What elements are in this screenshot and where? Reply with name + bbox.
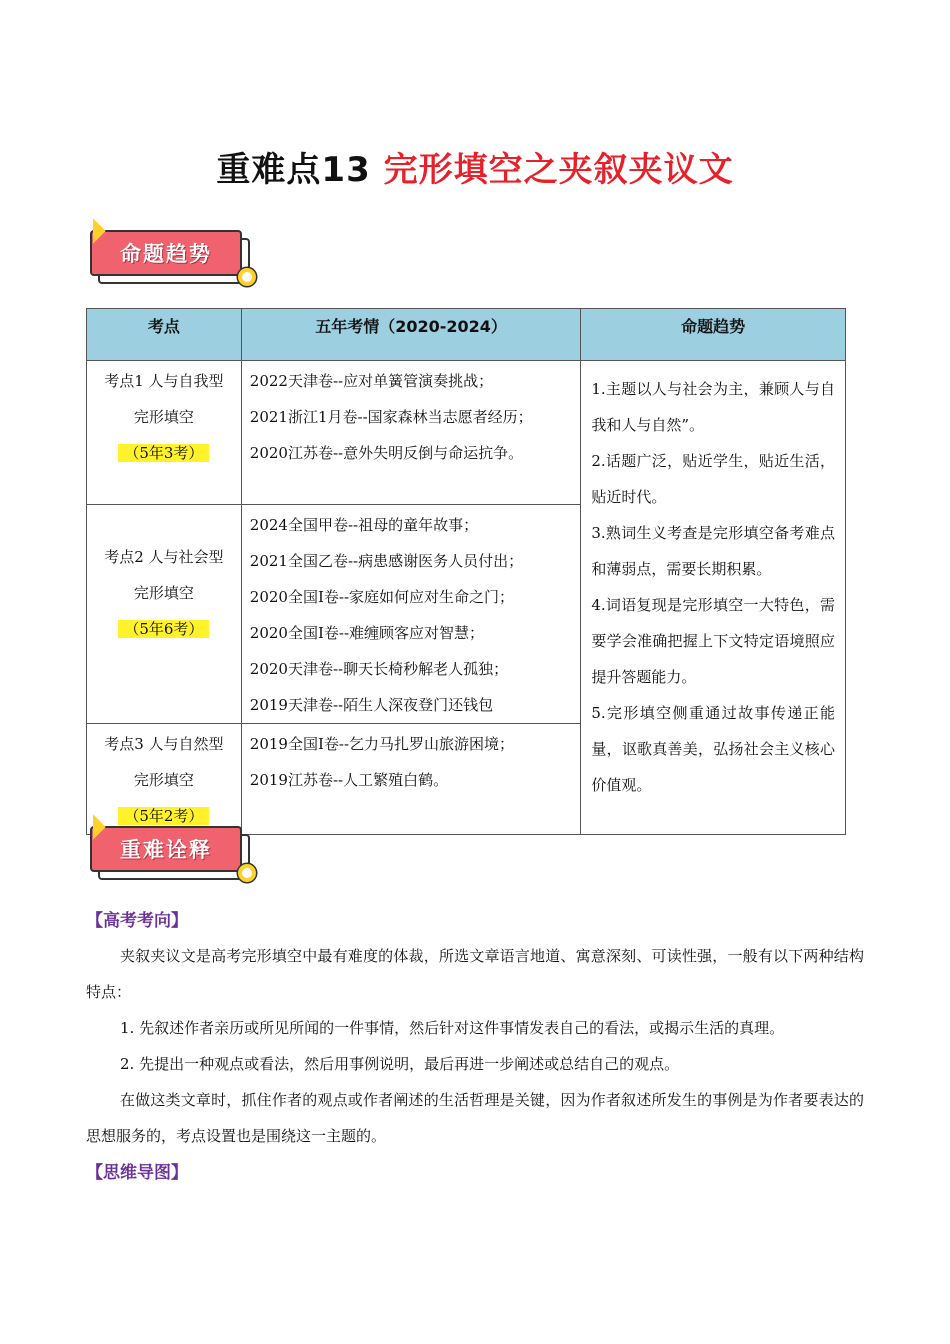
paragraph: 2. 先提出一种观点或看法，然后用事例说明，最后再进一步阐述或总结自己的观点。 xyxy=(120,1055,680,1073)
trend-item: 3.熟词生义考查是完形填空备考难点和薄弱点，需要长期积累。 xyxy=(591,524,835,578)
case-item: 2019江苏卷--人工繁殖白鹤。 xyxy=(249,771,449,789)
case-item: 2019天津卷--陌生人深夜登门还钱包 xyxy=(249,696,494,714)
badge-label: 命题趋势 xyxy=(90,230,242,276)
badge-label: 重难诠释 xyxy=(90,826,242,872)
trend-badge xyxy=(88,228,260,292)
case-item: 2021全国乙卷--病患感谢医务人员付出； xyxy=(249,552,524,570)
table-row xyxy=(87,361,846,505)
cases-cell xyxy=(241,724,581,835)
cases-cell xyxy=(241,505,581,724)
point-type: 完形填空 xyxy=(133,584,194,602)
case-item: 2022天津卷--应对单簧管演奏挑战； xyxy=(249,372,494,390)
cases-cell xyxy=(241,361,581,505)
point-type: 完形填空 xyxy=(133,771,194,789)
title-highlight: 完形填空之夹叙夹议文 xyxy=(383,150,734,190)
paragraph: 在做这类文章时，抓住作者的观点或作者阐述的生活哲理是关键，因为作者叙述所发生的事例是为作者要表达的思想服务的，考点设置也是围绕这一主题的。 xyxy=(86,1091,864,1145)
section-heading: 【高考考向】 xyxy=(86,911,188,931)
case-item: 2019全国I卷--乞力马扎罗山旅游困境； xyxy=(249,735,515,753)
ring-icon xyxy=(238,268,256,286)
point-cell xyxy=(87,505,242,724)
exam-trend-table xyxy=(86,308,846,835)
title-prefix: 重难点13 xyxy=(216,150,371,190)
trend-item: 4.词语复现是完形填空一大特色，需要学会准确把握上下文特定语境照应提升答题能力。 xyxy=(591,596,835,686)
trend-item: 5.完形填空侧重通过故事传递正能量，讴歌真善美，弘扬社会主义核心价值观。 xyxy=(591,704,835,794)
ring-icon xyxy=(238,864,256,882)
count-badge: （5年6考） xyxy=(118,620,209,638)
point-type: 完形填空 xyxy=(133,408,194,426)
case-item: 2020全国I卷--难缠顾客应对智慧； xyxy=(249,624,485,642)
count-badge: （5年3考） xyxy=(118,444,209,462)
point-name: 考点2 人与社会型 xyxy=(104,548,224,566)
point-cell xyxy=(87,361,242,505)
point-name: 考点1 人与自我型 xyxy=(104,372,224,390)
paragraph: 1. 先叙述作者亲历或所见所闻的一件事情，然后针对这件事情发表自己的看法，或揭示生活的真理。 xyxy=(120,1019,785,1037)
trend-cell xyxy=(581,361,846,835)
header-trend: 命题趋势 xyxy=(581,309,846,361)
trend-item: 2.话题广泛，贴近学生，贴近生活，贴近时代。 xyxy=(591,452,835,506)
table-header-row xyxy=(87,309,846,361)
case-item: 2020全国I卷--家庭如何应对生命之门； xyxy=(249,588,515,606)
point-cell xyxy=(87,724,242,835)
paragraph: 夹叙夹议文是高考完形填空中最有难度的体裁，所选文章语言地道、寓意深刻、可读性强，一般有以下两种结构特点： xyxy=(86,947,864,1001)
case-item: 2024全国甲卷--祖母的童年故事； xyxy=(249,516,479,534)
page-title xyxy=(0,142,950,191)
case-item: 2020江苏卷--意外失明反倒与命运抗争。 xyxy=(249,444,524,462)
section-heading: 【思维导图】 xyxy=(86,1163,188,1183)
header-cases: 五年考情（2020-2024） xyxy=(241,309,581,361)
trend-item: 1.主题以人与社会为主，兼顾人与自我和人与自然”。 xyxy=(591,380,835,434)
header-point: 考点 xyxy=(87,309,242,361)
interpret-badge xyxy=(88,824,260,888)
count-badge: （5年2考） xyxy=(118,807,209,825)
point-name: 考点3 人与自然型 xyxy=(104,735,224,753)
case-item: 2020天津卷--聊天长椅秒解老人孤独； xyxy=(249,660,509,678)
case-item: 2021浙江1月卷--国家森林当志愿者经历； xyxy=(249,408,533,426)
